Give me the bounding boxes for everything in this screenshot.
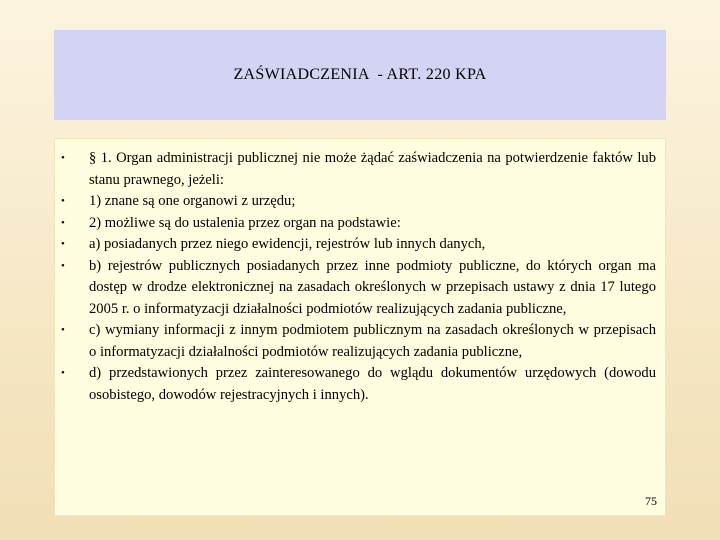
- slide-title: ZAŚWIADCZENIA - ART. 220 KPA: [233, 66, 487, 83]
- list-item: [55, 320, 667, 363]
- list-item: [55, 256, 667, 321]
- page-number: 75: [645, 494, 657, 508]
- list-item: [55, 148, 667, 191]
- bullet-icon: •: [61, 259, 65, 272]
- bullet-icon: •: [61, 195, 65, 207]
- content-box: [54, 138, 666, 516]
- bullet-icon: •: [61, 324, 65, 336]
- title-box: [54, 30, 666, 120]
- list-item-text: 1) znane są one organowi z urzędu;: [89, 193, 296, 209]
- bullet-icon: •: [61, 216, 65, 229]
- list-item-text: 2) możliwe są do ustalenia przez organ na podstawie:: [89, 214, 401, 231]
- bullet-icon: •: [61, 238, 65, 250]
- list-item-text: a) posiadanych przez niego ewidencji, rejestrów lub innych danych,: [89, 236, 486, 252]
- list-item-text: b) rejestrów publicznych posiadanych przez inne podmioty publiczne, do których organ ma dostęp w drodze elektronicznej na zasadach określonych w przepisach ustawy z dnia 17 lutego 2005 r. o informatyzacji działalności podmiotów realizujących zadania publiczne,: [89, 257, 656, 317]
- list-item-text: d) przedstawionych przez zainteresowanego do wglądu dokumentów urzędowych (dowodu osobistego, dowodów rejestracyjnych i innych).: [89, 365, 656, 403]
- list-item: [55, 234, 667, 256]
- bullet-icon: •: [61, 152, 65, 164]
- list-item: [55, 213, 667, 235]
- list-item: [55, 191, 667, 213]
- list-item-text: § 1. Organ administracji publicznej nie może żądać zaświadczenia na potwierdzenie faktów lub stanu prawnego, jeżeli:: [89, 150, 656, 188]
- bullet-icon: •: [61, 367, 65, 379]
- list-item: [55, 363, 667, 406]
- list-item-text: c) wymiany informacji z innym podmiotem publicznym na zasadach określonych w przepisach o informatyzacji działalności podmiotów realizujących zadania publiczne,: [89, 322, 656, 360]
- bullet-list: [55, 148, 667, 406]
